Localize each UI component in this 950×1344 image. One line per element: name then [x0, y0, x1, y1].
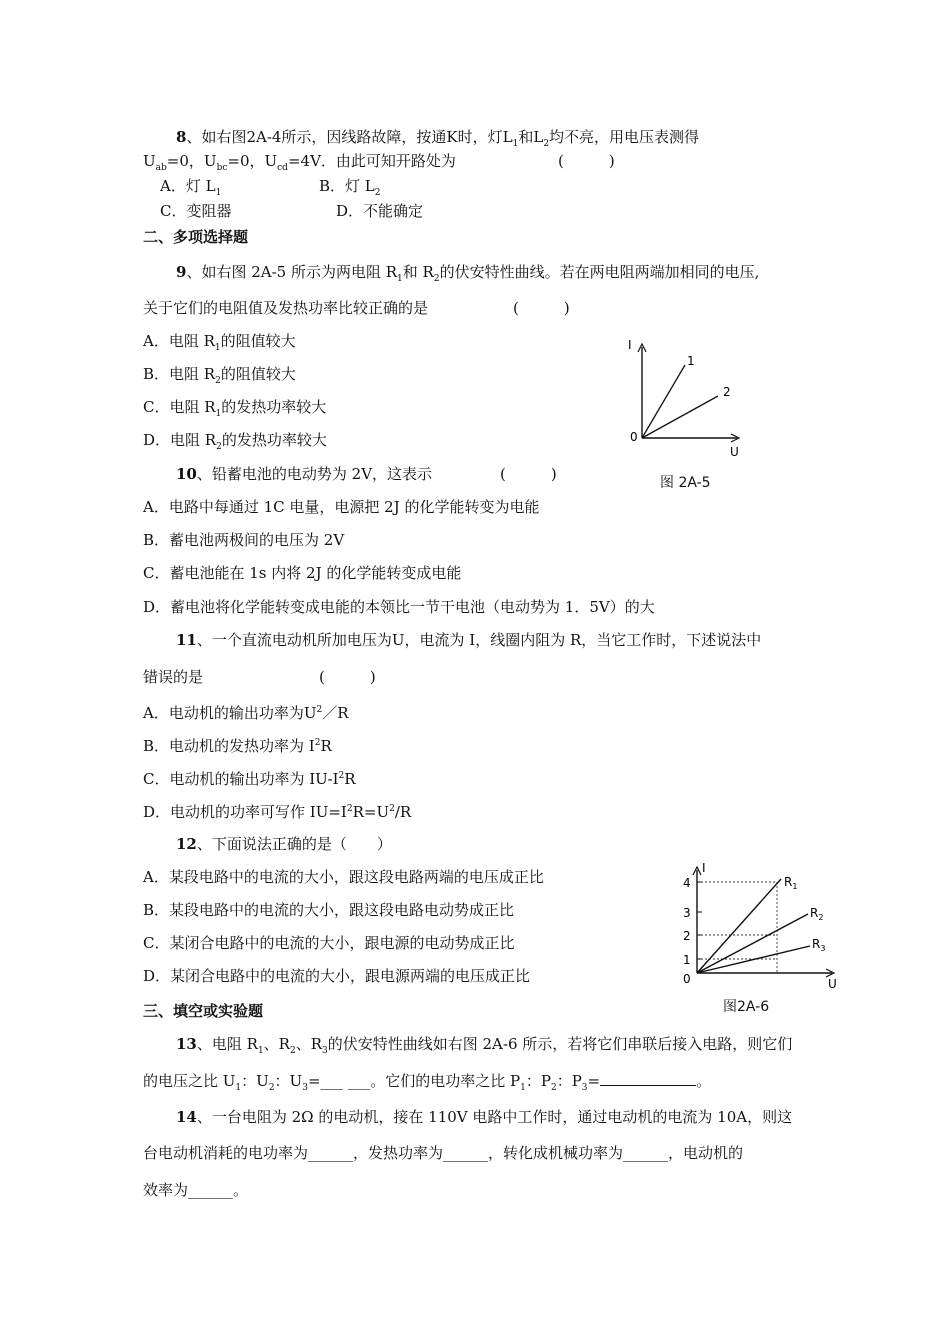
- q8-option-c: C．变阻器: [160, 202, 232, 220]
- q9-line1: 9、如右图 2A-5 所示为两电阻 $R_1$和 $R_2$的伏安特性曲线。若在两电阻两端加相同的电压,: [176, 263, 760, 284]
- q8-answer-paren: ( ): [558, 152, 615, 170]
- q14-number: 14: [176, 1108, 197, 1126]
- q12-option-c: C．某闭合电路中的电流的大小，跟电源的电动势成正比: [143, 934, 515, 952]
- q10-line1: 10、铅蓄电池的电动势为 2V，这表示: [176, 465, 433, 483]
- q11-option-a: A．电动机的输出功率为$U^2/R$: [143, 704, 349, 722]
- fig5-line-2: [642, 396, 718, 438]
- q8-line1: 8、如右图2A-4所示，因线路故障，按通K时，灯$L_1$和$L_2$均不亮，用电压表测得: [176, 128, 700, 149]
- fig6-tick-label-1: 1: [683, 953, 691, 967]
- fig6-origin: 0: [683, 972, 691, 986]
- fig5-x-label: U: [730, 445, 739, 459]
- section-fill-in-heading: 三、填空或实验题: [143, 1002, 264, 1020]
- q9-option-a: A．电阻 $R_1$的阻值较大: [143, 332, 296, 353]
- q11-answer-paren: ( ): [319, 668, 376, 686]
- q9-option-b: B．电阻 $R_2$的阻值较大: [143, 365, 296, 386]
- fig6-tick-label-3: 3: [683, 906, 691, 920]
- fig6-label-r2: $R_2$: [810, 906, 824, 922]
- q14-line1: 14、一台电阻为 2Ω 的电动机，接在 110V 电路中工作时，通过电动机的电流为 10A，则这: [176, 1108, 793, 1126]
- fig6-line-r3: [697, 946, 810, 973]
- q14-line2: 台电动机消耗的电功率为______，发热功率为______，转化成机械功率为______，电动机的: [143, 1144, 744, 1162]
- figure-2a-6-caption: 图2A-6: [723, 999, 770, 1015]
- q13-number: 13: [176, 1035, 197, 1053]
- q11-number: 11: [176, 631, 197, 649]
- fig6-tick-label-4: 4: [683, 876, 691, 890]
- fig5-line-1: [642, 365, 685, 438]
- q11-option-d: D．电动机的功率可写作 $IU=I^2R=U^2/R$: [143, 803, 412, 821]
- q10-option-a: A．电路中每通过 1C 电量，电源把 2J 的化学能转变为电能: [143, 498, 540, 516]
- q12-option-a: A．某段电路中的电流的大小，跟这段电路两端的电压成正比: [143, 868, 544, 886]
- fig6-tick-label-2: 2: [683, 929, 691, 943]
- section-multiple-choice-heading: 二、多项选择题: [143, 228, 249, 246]
- q11-option-b: B．电动机的发热功率为 $I^2R$: [143, 737, 332, 755]
- q8-number: 8: [176, 128, 187, 146]
- q14-line3: 效率为______。: [143, 1181, 249, 1199]
- fig6-label-r3: $R_3$: [812, 937, 826, 953]
- fig6-line-r2: [697, 914, 808, 973]
- q9-number: 9: [176, 263, 187, 281]
- q10-option-b: B．蓄电池两极间的电压为 2V: [143, 531, 345, 549]
- fig5-line-2-label: 2: [723, 385, 731, 399]
- q13-line2: 的电压之比 $U_1$：$U_2$：$U_3=\_\_\_$ ___。它们的电功率之比 $P_1$：$P_2$：$P_3=$ 。: [143, 1072, 712, 1093]
- q12-option-b: B．某段电路中的电流的大小，跟这段电路电动势成正比: [143, 901, 515, 919]
- fig5-line-1-label: 1: [687, 354, 695, 368]
- q9-answer-paren: ( ): [513, 299, 570, 317]
- fig5-y-label: I: [628, 338, 632, 352]
- q8-option-a: A．灯 $L_1$: [160, 177, 222, 198]
- fig6-y-label: I: [702, 861, 706, 875]
- fig6-x-label: U: [828, 977, 837, 991]
- q8-line2: $U_{ab}=0$，$U_{bc}=0$，$U_{cd}=4V$．由此可知开路处为: [143, 152, 456, 173]
- figure-2a-5-iv-graph: [620, 335, 750, 460]
- q13-line1: 13、电阻 $R_1$、$R_2$、$R_3$的伏安特性曲线如右图 2A-6 所示，若将它们串联后接入电路，则它们: [176, 1035, 793, 1056]
- q10-option-c: C．蓄电池能在 1s 内将 2J 的化学能转变成电能: [143, 564, 462, 582]
- q9-option-c: C．电阻 $R_1$的发热功率较大: [143, 398, 327, 419]
- q10-answer-paren: ( ): [500, 465, 557, 483]
- figure-2a-5-caption: 图 2A-5: [660, 475, 711, 491]
- q12-line1: 12、下面说法正确的是（ ）: [176, 835, 392, 853]
- q11-line2: 错误的是: [143, 668, 204, 686]
- q12-number: 12: [176, 835, 197, 853]
- q8-option-d: D．不能确定: [336, 202, 424, 220]
- q11-line1: 11、一个直流电动机所加电压为U，电流为 I，线圈内阻为 R，当它工作时，下述说法中: [176, 631, 762, 649]
- q10-option-d: D．蓄电池将化学能转变成电能的本领比一节干电池（电动势为 1．5V）的大: [143, 598, 655, 616]
- fig6-label-r1: $R_1$: [784, 875, 798, 891]
- q11-option-c: C．电动机的输出功率为 $IU-I^2R$: [143, 770, 356, 788]
- q9-line2: 关于它们的电阻值及发热功率比较正确的是: [143, 299, 429, 317]
- q12-option-d: D．某闭合电路中的电流的大小，跟电源两端的电压成正比: [143, 967, 531, 985]
- q8-option-b: B．灯 $L_2$: [319, 177, 381, 198]
- q9-option-d: D．电阻 $R_2$的发热功率较大: [143, 431, 327, 452]
- figure-2a-6-iv-graph: [675, 860, 845, 995]
- q10-number: 10: [176, 465, 197, 483]
- q13-power-ratio-blank[interactable]: [600, 1071, 696, 1086]
- fig5-origin: 0: [630, 430, 638, 444]
